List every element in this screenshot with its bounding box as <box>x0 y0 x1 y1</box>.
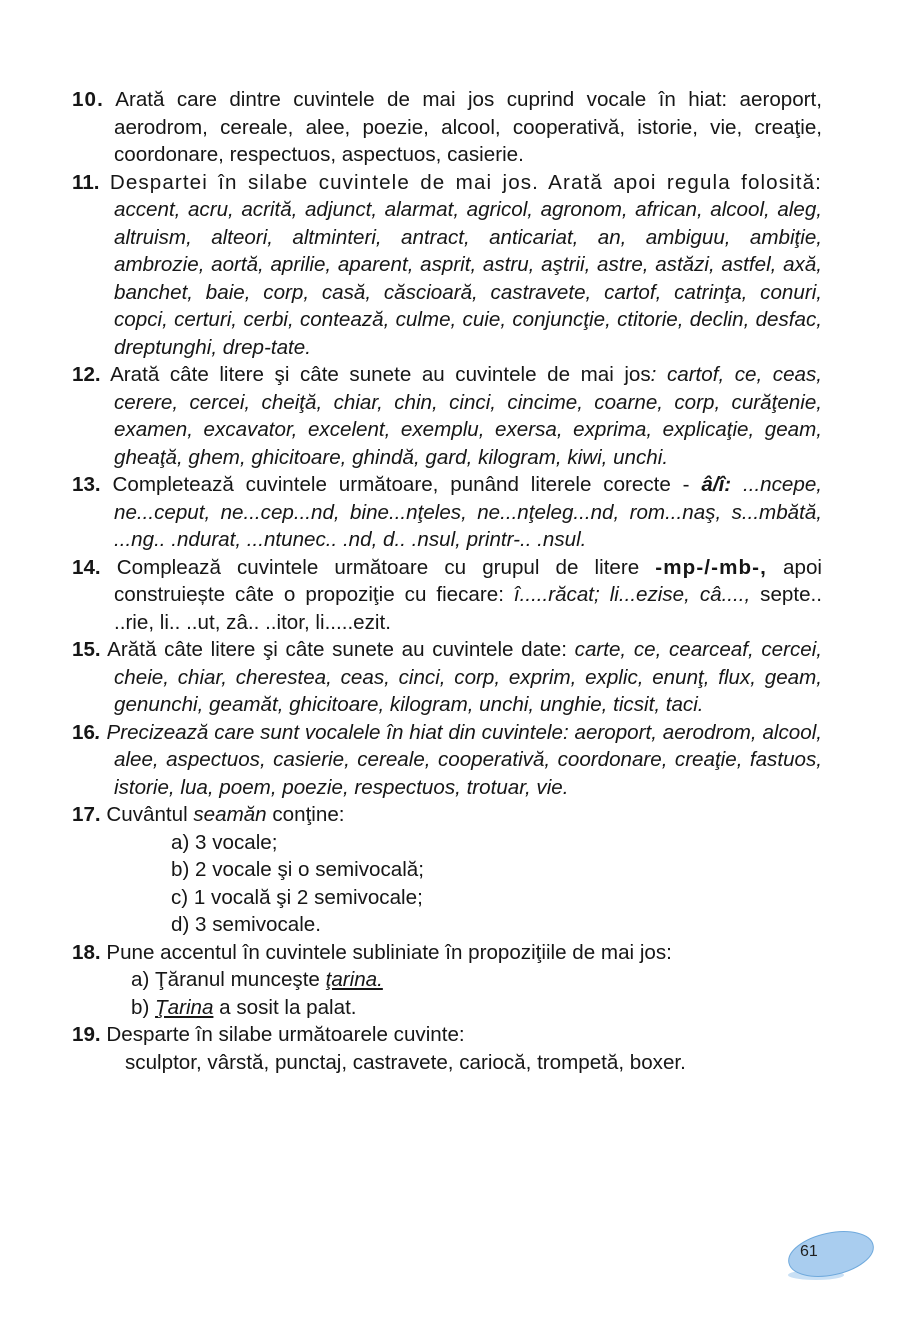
exercise-number: 15. <box>72 638 101 661</box>
exercise-instruction: Complează cuvintele următoare cu grupul de litere <box>100 555 656 579</box>
exercise-target-word: seamăn <box>193 803 267 826</box>
exercise-number: 16 <box>72 720 95 744</box>
exercise-instruction: Cuvântul <box>100 803 194 826</box>
exercise-word-list: : cartof, ce, ceas, cerere, cercei, cheiţă, chiar, chin, cinci, cincime, coarne, corp, curăţenie, examen, excavator, excelent, exemplu, exersa, exprima, explicaţie, geam, gheaţă, ghem, ghicitoare, ghindă, gard, kilogram, kiwi, unchi. <box>114 363 822 469</box>
exercise-19 <box>72 1021 822 1049</box>
exercise-17 <box>72 801 822 829</box>
underlined-word: Ţarina <box>155 995 214 1019</box>
exercise-word-list: accent, acru, acrită, adjunct, alarmat, agricol, agronom, african, alcool, aleg, altruism, alteori, altminteri, antract, anticariat, an, ambiguu, ambiţie, ambrozie, aortă, aprilie, aparent, asprit, astru, aştrii, astre, astăzi, astfel, axă, banchet, baie, corp, casă, căscioară, castravete, cartof, catrinţa, conuri, copci, certuri, cerbi, contează, culme, cuie, conjuncţie, ctitorie, declin, desfac, dreptunghi, drep-tate. <box>114 198 822 359</box>
exercise-19-words: sculptor, vârstă, punctaj, castravete, cariocă, trompetă, boxer. <box>125 1050 686 1074</box>
exercise-word-list-cont: septe.. ..rie, li.. ..ut, zâ.. ..itor, li.....ezit. <box>114 583 822 634</box>
exercise-instruction-cont: apoi construiește câte o propoziţie cu fiecare: <box>114 555 822 606</box>
exercise-instruction: Desparte în silabe următoarele cuvinte: <box>100 1023 465 1046</box>
exercise-14 <box>72 554 822 637</box>
sentence-b-text: a sosit la palat. <box>213 995 357 1019</box>
exercise-word-list: î.....răcat; li...ezise, câ...., <box>513 583 751 606</box>
exercise-letter-group: -mp-/-mb-, <box>655 555 767 579</box>
exercise-instruction-cont: conţine: <box>266 803 345 826</box>
exercise-number: 14. <box>72 555 101 579</box>
exercise-17-options <box>171 829 822 939</box>
exercise-number: 18. <box>72 940 101 964</box>
option-a: a) 3 vocale; <box>171 830 278 854</box>
exercise-number: 17. <box>72 803 101 826</box>
page-number: 61 <box>800 1243 818 1260</box>
option-d: d) 3 semivocale. <box>171 913 321 936</box>
exercise-instruction: Despartei în silabe cuvintele de mai jos. Arată apoi regula folosită: <box>99 170 822 194</box>
exercise-11 <box>72 169 822 362</box>
exercise-instruction: Pune accentul în cuvintele subliniate în propoziţiile de mai jos: <box>100 940 672 964</box>
exercise-18 <box>72 939 822 967</box>
option-c: c) 1 vocală şi 2 semivocale; <box>171 885 423 909</box>
exercise-instruction: Arată câte litere şi câte sunete au cuvintele de mai jos <box>100 363 651 386</box>
exercise-number: 10. <box>72 88 104 111</box>
underlined-word: ţarina. <box>325 968 383 991</box>
exercise-number: 13. <box>72 473 101 496</box>
sentence-a-text: a) Ţăranul munceşte <box>131 968 326 991</box>
exercise-instruction: Completează cuvintele următoare, punând literele corecte - <box>100 473 702 496</box>
exercise-word-list: carte, ce, cearceaf, cercei, cheie, chiar, cherestea, ceas, cinci, corp, exprim, explic, enunţ, flux, geam, genunchi, geamăt, ghicitoare, kilogram, unchi, unghie, ticsit, taci. <box>114 638 822 716</box>
exercise-text: Precizează care sunt vocalele în hiat din cuvintele: aeroport, aerodrom, alcool, alee, aspectuos, casierie, cereale, cooperativă, coordonare, creaţie, fastuos, istorie, lua, poem, poezie, respectuos, trotuar, vie. <box>100 720 822 799</box>
sentence-b-label: b) <box>131 995 156 1019</box>
exercise-13 <box>72 471 822 554</box>
exercise-letters: â/î: <box>701 473 732 496</box>
exercise-number: 11. <box>72 170 100 194</box>
sentence-b <box>131 994 822 1022</box>
exercise-text: Arată care dintre cuvintele de mai jos cuprind vocale în hiat: aeroport, aerodrom, cereale, alee, poezie, alcool, cooperativă, istorie, vie, creaţie, coordonare, respectuos, aspectuos, casierie. <box>103 88 822 166</box>
exercise-number-dot: . <box>94 720 101 744</box>
exercise-page <box>72 86 822 1076</box>
exercise-10 <box>72 86 822 169</box>
exercise-instruction: Arătă câte litere şi câte sunete au cuvintele date: <box>100 638 575 661</box>
exercise-number: 19. <box>72 1023 101 1046</box>
sentence-a <box>131 966 822 994</box>
exercise-16 <box>72 719 822 802</box>
exercise-word-list: ...ncepe, ne...ceput, ne...cep...nd, bine...nţeles, ne...nţeleg...nd, rom...naş, s...mbătă, ...ng.. .ndurat, ...ntunec.. .nd, d.. .nsul, printr-.. .nsul. <box>114 473 822 551</box>
exercise-18-sentences <box>131 966 822 1021</box>
exercise-number: 12. <box>72 363 101 386</box>
exercise-15 <box>72 636 822 719</box>
exercise-12 <box>72 361 822 471</box>
option-b: b) 2 vocale şi o semivocală; <box>171 858 424 881</box>
